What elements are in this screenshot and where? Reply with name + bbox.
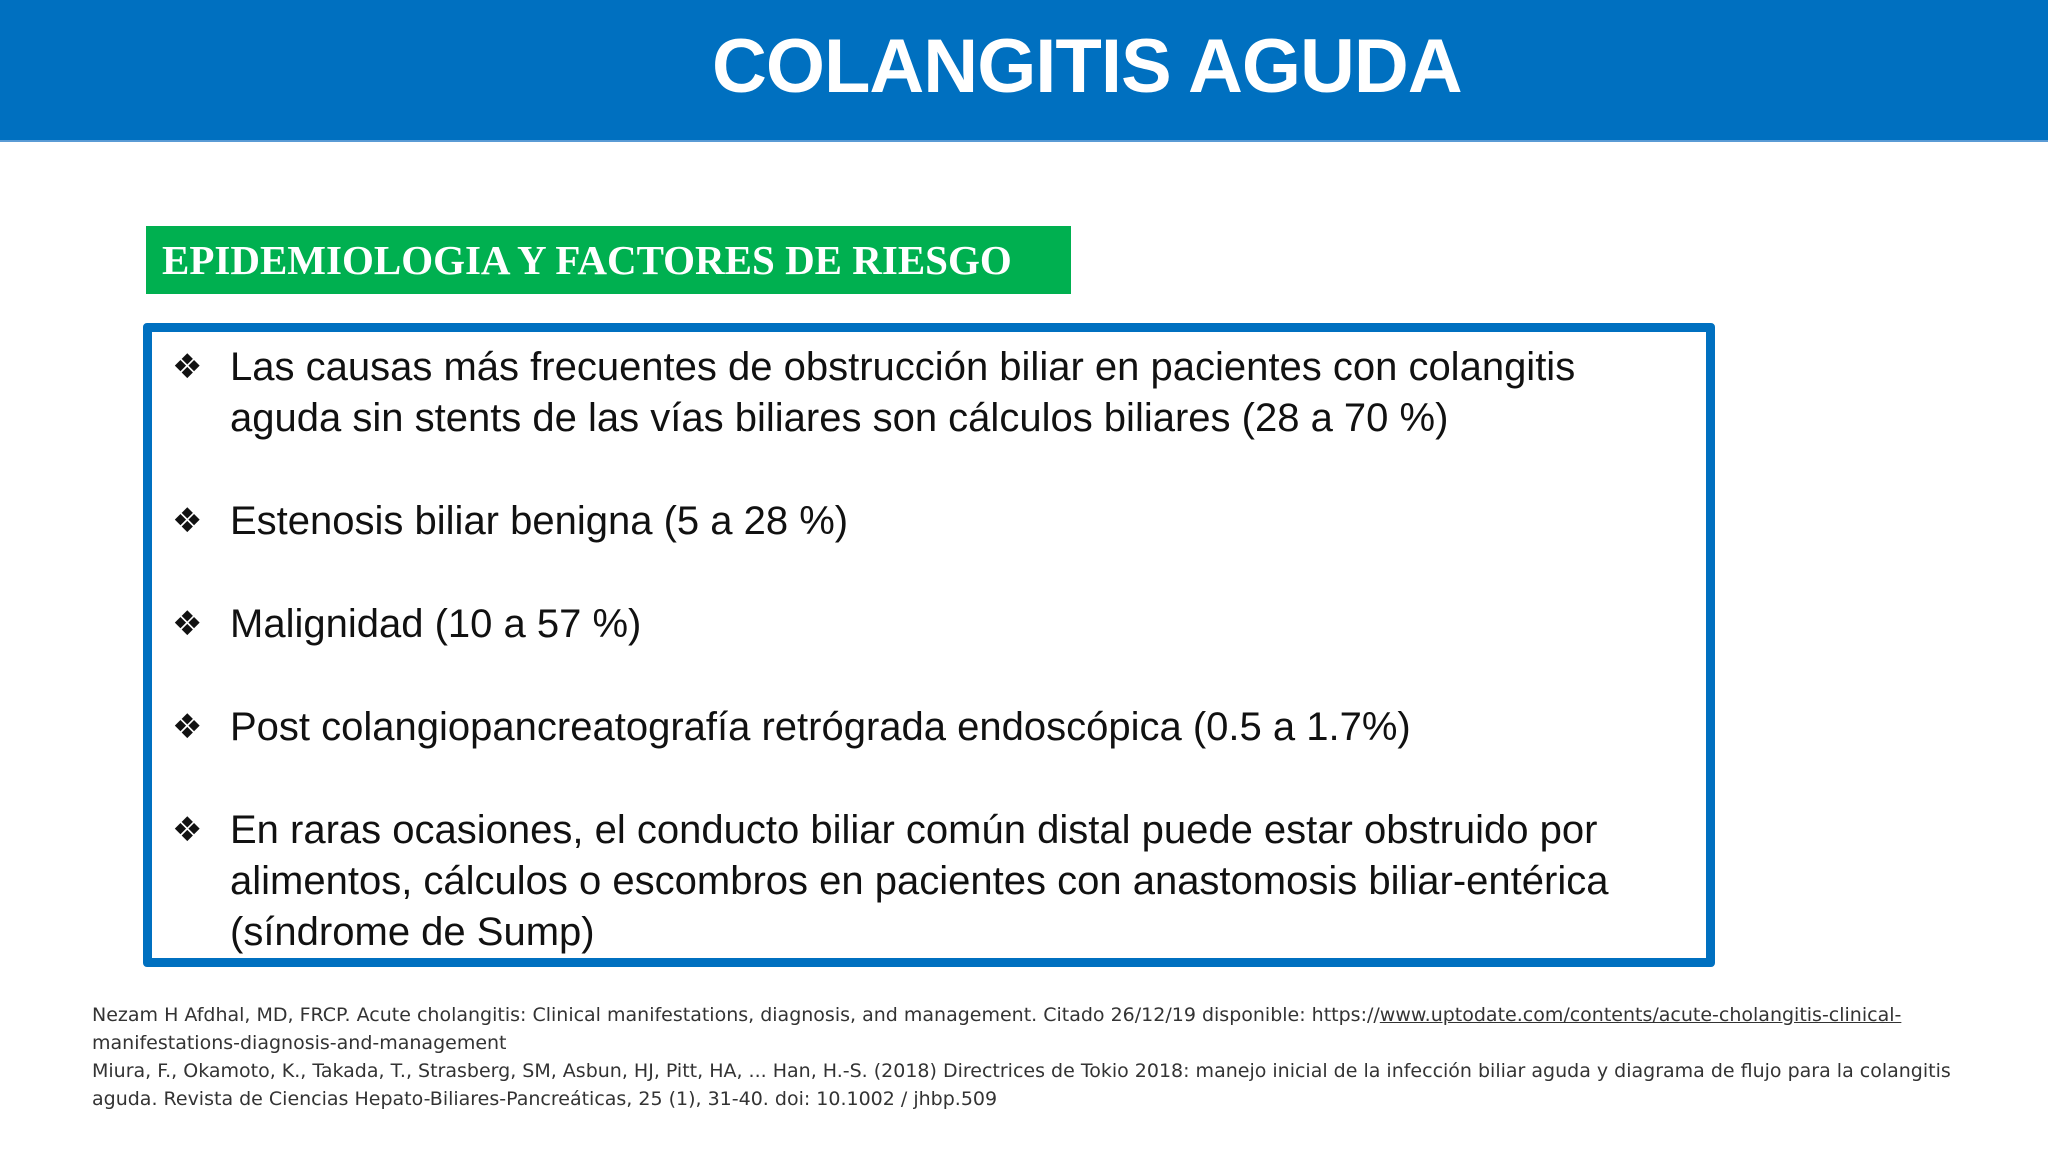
reference-2: Miura, F., Okamoto, K., Takada, T., Strasberg, SM, Asbun, HJ, Pitt, HA, ... Han, H.-S. (2018) Directrices de Tokio 2018: manejo inicial de la infección biliar aguda y diagrama de flujo para la colangitis aguda. Revista de Ciencias Hepato-Biliares-Pancreáticas, 25 (1), 31-40. doi: 10.1002 / jhbp.509 — [92, 1060, 1951, 1110]
slide-title: COLANGITIS AGUDA — [712, 24, 1462, 109]
section-label: EPIDEMIOLOGIA Y FACTORES DE RIESGO — [146, 226, 1071, 294]
bullet-text: Post colangiopancreatografía retrógrada endoscópica (0.5 a 1.7%) — [230, 705, 1411, 749]
bullet-item — [172, 805, 1692, 958]
reference-1 — [92, 1001, 1972, 1057]
bullet-item — [172, 599, 1692, 650]
header-bar — [0, 0, 2048, 142]
diamond-bullet-icon: ❖ — [172, 810, 203, 850]
references — [92, 1001, 1972, 1113]
bullet-list — [172, 342, 1692, 958]
content-box — [143, 323, 1715, 967]
bullet-item — [172, 702, 1692, 753]
bullet-text: Estenosis biliar benigna (5 a 28 %) — [230, 499, 849, 543]
bullet-text: Malignidad (10 a 57 %) — [230, 602, 642, 646]
reference-1-prefix: Nezam H Afdhal, MD, FRCP. Acute cholangitis: Clinical manifestations, diagnosis, and management. Citado 26/12/19 disponible: https:// — [92, 1004, 1380, 1026]
bullet-text: En raras ocasiones, el conducto biliar común distal puede estar obstruido por alimentos, cálculos o escombros en pacientes con anastomosis biliar-entérica (síndrome de Sump) — [230, 808, 1609, 954]
reference-1-suffix: manifestations-diagnosis-and-management — [92, 1032, 507, 1054]
diamond-bullet-icon: ❖ — [172, 501, 203, 541]
bullet-text: Las causas más frecuentes de obstrucción biliar en pacientes con colangitis aguda sin stents de las vías biliares son cálculos biliares (28 a 70 %) — [230, 345, 1576, 440]
diamond-bullet-icon: ❖ — [172, 347, 203, 387]
bullet-item — [172, 342, 1692, 444]
diamond-bullet-icon: ❖ — [172, 707, 203, 747]
diamond-bullet-icon: ❖ — [172, 604, 203, 644]
bullet-item — [172, 496, 1692, 547]
reference-1-link[interactable]: www.uptodate.com/contents/acute-cholangitis-clinical- — [1379, 1004, 1902, 1026]
